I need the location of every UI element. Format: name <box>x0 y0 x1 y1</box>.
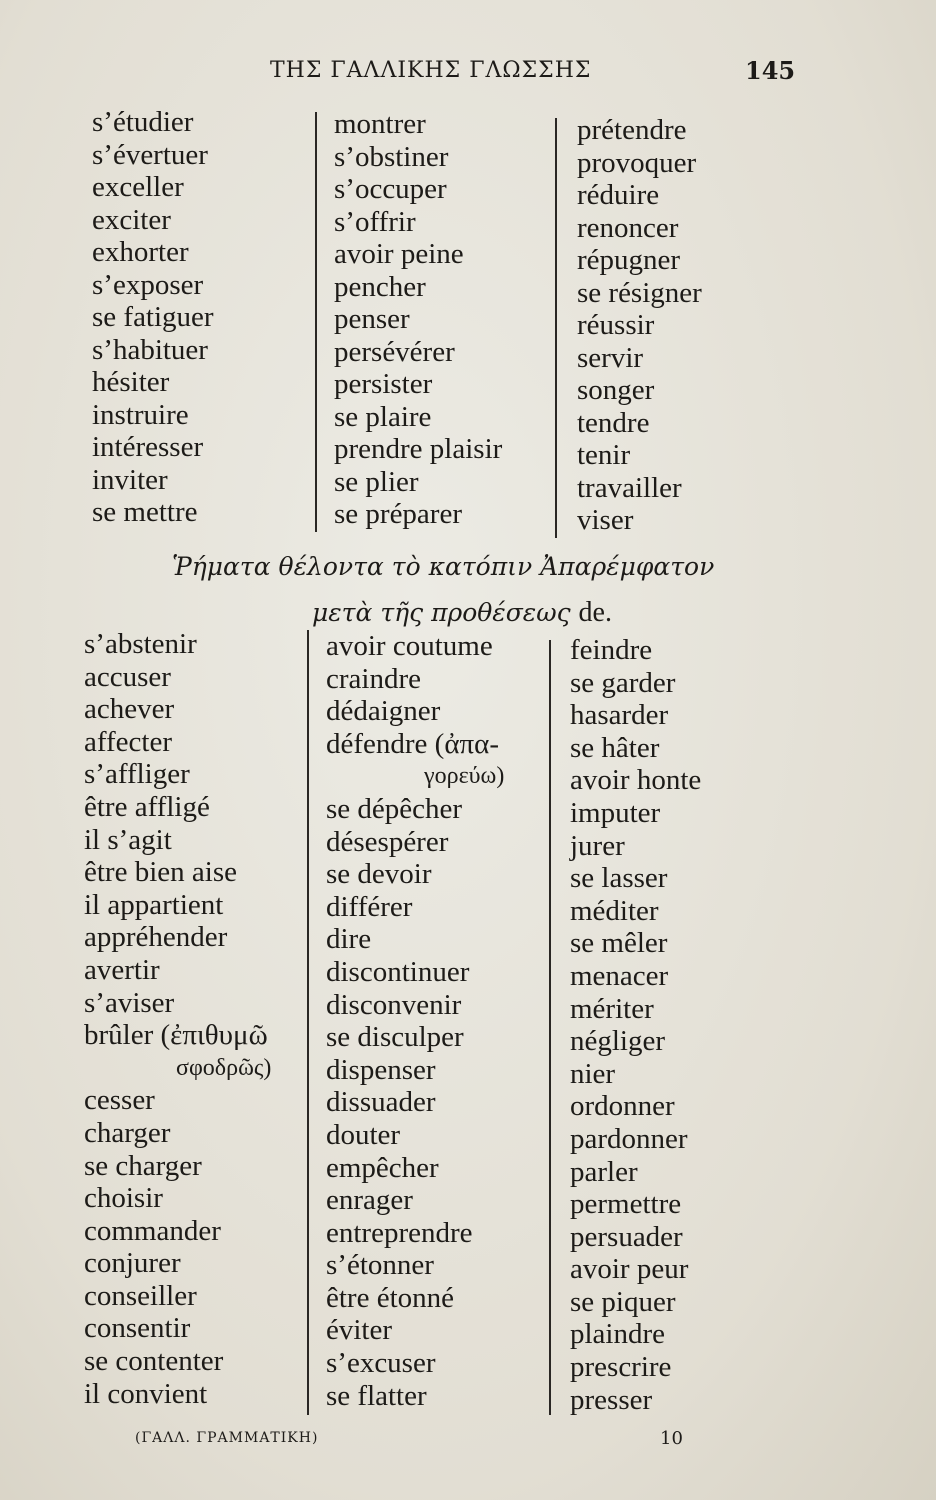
verb-item: avertir <box>84 953 160 986</box>
verb-item: se devoir <box>326 858 432 891</box>
verb-item: être étonné <box>326 1281 455 1314</box>
verb-item: viser <box>577 504 634 536</box>
verb-item: se préparer <box>334 498 462 530</box>
verb-item: conjurer <box>84 1247 181 1280</box>
verb-item: se résigner <box>577 276 702 309</box>
verb-item: se piquer <box>570 1285 676 1318</box>
verb-item: entreprendre <box>326 1216 473 1249</box>
verb-item: s’occuper <box>334 173 447 205</box>
verb-item: conseiller <box>84 1279 197 1312</box>
verb-item: tenir <box>577 439 631 471</box>
section2-column-2 <box>326 630 504 1412</box>
verb-item: il appartient <box>84 888 224 921</box>
verb-item: exciter <box>92 203 171 236</box>
verb-item: s’évertuer <box>92 138 208 171</box>
page-number: 145 <box>745 56 796 85</box>
verb-item: s’offrir <box>334 205 416 238</box>
verb-item-continuation: γορεύω) <box>424 763 505 790</box>
verb-item: disconvenir <box>326 988 462 1021</box>
verb-item: se mettre <box>92 496 198 528</box>
verb-item: achever <box>84 693 175 726</box>
verb-item: réduire <box>577 179 660 211</box>
verb-item: réussir <box>577 309 655 341</box>
section1-column-2 <box>334 108 502 531</box>
verb-item: éviter <box>326 1314 393 1347</box>
section1-column-3 <box>577 114 702 537</box>
section1-column-1 <box>92 106 214 529</box>
verb-item: être affligé <box>84 790 210 823</box>
heading-preposition: de. <box>578 597 612 628</box>
verb-item: avoir peur <box>570 1253 689 1286</box>
verb-item: être bien aise <box>84 856 237 889</box>
verb-item: exceller <box>92 171 184 203</box>
verb-item: permettre <box>570 1188 682 1221</box>
verb-item: méditer <box>570 894 659 927</box>
verb-item: se charger <box>84 1149 202 1182</box>
verb-item: montrer <box>334 108 426 140</box>
verb-item: prétendre <box>577 114 687 146</box>
verb-item: nier <box>570 1057 616 1090</box>
running-head: ΤΗΣ ΓΑΛΛΙΚΗΣ ΓΛΩΣΣΗΣ <box>270 58 592 83</box>
verb-item: s’étonner <box>326 1249 434 1282</box>
verb-item: charger <box>84 1116 171 1149</box>
verb-item: se plier <box>334 465 419 498</box>
verb-item: avoir coutume <box>326 630 493 662</box>
heading-greek: μετὰ τῆς προθέσεως <box>312 598 571 627</box>
verb-item: plaindre <box>570 1318 666 1351</box>
verb-item: craindre <box>326 662 421 695</box>
verb-item: servir <box>577 341 644 374</box>
verb-item: se hâter <box>570 731 660 764</box>
verb-item: prescrire <box>570 1351 672 1384</box>
verb-item: persister <box>334 368 433 400</box>
column-divider <box>555 118 557 538</box>
footer-signature: 10 <box>660 1428 683 1449</box>
verb-item: se flatter <box>326 1379 427 1412</box>
verb-item: s’exposer <box>92 268 204 301</box>
verb-item: s’aviser <box>84 986 175 1019</box>
verb-item: s’habituer <box>92 333 208 366</box>
verb-item: se disculper <box>326 1021 464 1054</box>
column-divider <box>315 112 317 532</box>
verb-item: exhorter <box>92 236 189 268</box>
verb-item: se mêler <box>570 927 668 960</box>
verb-item: choisir <box>84 1182 163 1215</box>
verb-item: jurer <box>570 829 625 862</box>
verb-item: tendre <box>577 406 650 439</box>
verb-item: mériter <box>570 992 654 1025</box>
verb-item: appréhender <box>84 921 228 954</box>
verb-item: pencher <box>334 270 426 303</box>
verb-item: avoir honte <box>570 764 702 797</box>
verb-item: répugner <box>577 244 681 276</box>
verb-item-continuation: σφοδρῶς) <box>176 1054 272 1081</box>
verb-item: s’excuser <box>326 1347 436 1380</box>
verb-item: affecter <box>84 725 172 758</box>
verb-item: songer <box>577 374 655 406</box>
verb-item: avoir peine <box>334 238 464 270</box>
verb-item: se fatiguer <box>92 301 214 333</box>
verb-item: travailler <box>577 471 682 504</box>
verb-item: provoquer <box>577 146 697 179</box>
verb-item: prendre plaisir <box>334 433 503 465</box>
verb-item: discontinuer <box>326 955 470 988</box>
verb-item: ordonner <box>570 1090 675 1123</box>
verb-item: persuader <box>570 1220 683 1253</box>
verb-item: consentir <box>84 1312 191 1345</box>
section2-column-1 <box>84 628 271 1410</box>
verb-item: se contenter <box>84 1345 224 1378</box>
verb-item: se dépêcher <box>326 792 463 825</box>
verb-item: brûler (ἐπιθυμῶ <box>84 1019 268 1052</box>
verb-item: se garder <box>570 666 676 699</box>
verb-item: s’étudier <box>92 106 194 138</box>
verb-item: accuser <box>84 660 171 693</box>
verb-item: se lasser <box>570 862 668 895</box>
section2-column-3 <box>570 634 701 1416</box>
verb-item: douter <box>326 1118 401 1151</box>
section-heading: Ῥήματα θέλοντα τὸ κατόπιν Ἀπαρέμφατον <box>172 552 715 581</box>
verb-item: hasarder <box>570 699 669 732</box>
verb-item: désespérer <box>326 825 449 858</box>
verb-item: il s’agit <box>84 823 172 856</box>
verb-item: menacer <box>570 959 669 992</box>
verb-item: différer <box>326 890 413 923</box>
verb-item: s’affliger <box>84 758 190 791</box>
verb-item: dispenser <box>326 1053 436 1086</box>
verb-item: intéresser <box>92 431 204 463</box>
verb-item: instruire <box>92 398 189 431</box>
verb-item: dissuader <box>326 1086 436 1119</box>
verb-item: enrager <box>326 1184 413 1217</box>
verb-item: hésiter <box>92 366 170 398</box>
verb-item: imputer <box>570 796 661 829</box>
verb-item: penser <box>334 303 410 335</box>
verb-item: pardonner <box>570 1122 688 1155</box>
verb-item: il convient <box>84 1377 208 1410</box>
verb-item: empêcher <box>326 1151 439 1184</box>
verb-item: parler <box>570 1155 638 1188</box>
verb-item: persévérer <box>334 335 455 368</box>
verb-item: commander <box>84 1214 221 1247</box>
verb-item: dire <box>326 923 372 956</box>
column-divider <box>549 640 551 1415</box>
verb-item: défendre (ἀπα- <box>326 727 500 760</box>
verb-item: se plaire <box>334 400 432 433</box>
footer-book-title: (ΓΑΛΛ. ΓΡΑΜΜΑΤΙΚΗ) <box>135 1430 319 1446</box>
verb-item: presser <box>570 1383 653 1416</box>
verb-item: dédaigner <box>326 695 441 728</box>
verb-item: négliger <box>570 1025 666 1058</box>
verb-item: s’abstenir <box>84 628 197 660</box>
verb-item: inviter <box>92 463 168 496</box>
column-divider <box>307 630 309 1415</box>
verb-item: renoncer <box>577 211 679 244</box>
verb-item: feindre <box>570 634 653 666</box>
section-heading-line2 <box>312 597 612 629</box>
verb-item: s’obstiner <box>334 140 449 173</box>
verb-item: cesser <box>84 1084 155 1117</box>
